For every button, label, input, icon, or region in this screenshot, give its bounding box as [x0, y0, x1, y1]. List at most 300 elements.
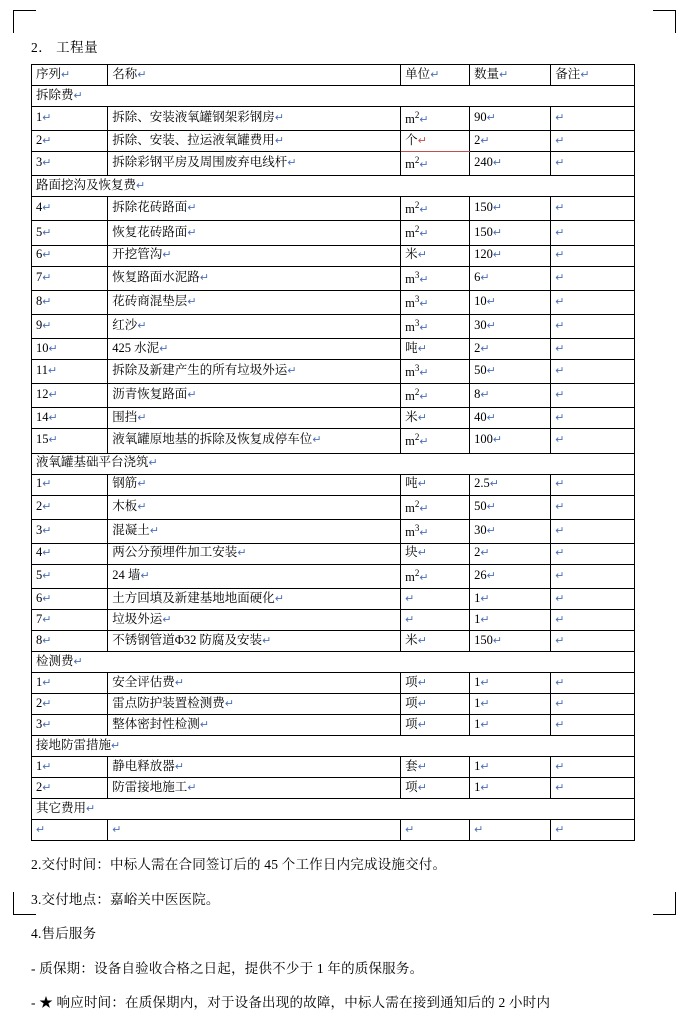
cell-note	[551, 631, 635, 652]
cell-name: 钢筋↵	[108, 474, 401, 495]
table-group-row	[32, 86, 635, 107]
table-row	[32, 589, 635, 610]
paragraph-mark: ↵	[480, 613, 490, 626]
paragraph-mark: ↵	[274, 592, 285, 605]
paragraph-mark: ↵	[492, 226, 503, 239]
paragraph-mark: ↵	[42, 634, 52, 647]
cell-index: 8↵	[32, 290, 108, 314]
cell-unit: $m^3↵$	[401, 314, 470, 338]
table-group-row	[32, 652, 635, 673]
cell-unit: $m^2↵$	[401, 495, 470, 519]
cell-quantity: 1↵	[470, 694, 551, 715]
paragraph-mark: ↵	[199, 271, 210, 284]
paragraph-mark: ↵	[474, 823, 484, 836]
paragraph-mark: ↵	[419, 367, 429, 380]
paragraph-mark: ↵	[555, 634, 565, 647]
cell-name: 土方回填及新建基地地面硬化↵	[108, 589, 401, 610]
paragraph-mark: ↵	[42, 320, 52, 333]
cell-quantity: 90↵	[470, 107, 551, 131]
cell-name	[108, 820, 401, 841]
cell-name: 红沙↵	[108, 314, 401, 338]
paragraph-mark: ↵	[419, 436, 429, 449]
paragraph-mark: ↵	[486, 411, 496, 424]
paragraph-mark: ↵	[486, 524, 496, 537]
cell-quantity: 150↵	[470, 197, 551, 221]
cell-unit: $m^3↵$	[401, 360, 470, 384]
table-header-row	[32, 65, 635, 86]
group-label: 拆除费↵	[32, 86, 635, 107]
cell-quantity: 1↵	[470, 757, 551, 778]
paragraph-mark: ↵	[111, 739, 121, 752]
paragraph-mark: ↵	[149, 524, 160, 537]
paragraph-mark: ↵	[486, 569, 496, 582]
cell-note	[551, 474, 635, 495]
paragraph-mark: ↵	[480, 718, 490, 731]
paragraph-mark: ↵	[555, 697, 565, 710]
cell-name: 混凝土↵	[108, 519, 401, 543]
cell-name: 沥青恢复路面↵	[108, 384, 401, 408]
cell-quantity: 1↵	[470, 778, 551, 799]
cell-index: 10↵	[32, 339, 108, 360]
paragraph-mark: ↵	[486, 320, 496, 333]
paragraph-mark: ↵	[417, 411, 427, 424]
paragraph-mark: ↵	[555, 249, 565, 262]
cell-name: 开挖管沟↵	[108, 245, 401, 266]
cell-name: 安全评估费↵	[108, 673, 401, 694]
cell-note	[551, 778, 635, 799]
paragraph-mark: ↵	[555, 569, 565, 582]
table-row	[32, 694, 635, 715]
cell-quantity: 2↵	[470, 339, 551, 360]
cell-name: 拆除、安装、拉运液氧罐费用↵	[108, 131, 401, 152]
paragraph-mark: ↵	[199, 718, 210, 731]
cell-name: 静电释放器↵	[108, 757, 401, 778]
cell-unit: 吨↵	[401, 474, 470, 495]
cell-index: 5↵	[32, 221, 108, 245]
cell-quantity: 2↵	[470, 131, 551, 152]
paragraph-mark: ↵	[42, 271, 52, 284]
paragraph-mark: ↵	[42, 676, 52, 689]
cell-note	[551, 673, 635, 694]
table-row	[32, 778, 635, 799]
cell-note	[551, 543, 635, 564]
cell-quantity: 26↵	[470, 564, 551, 588]
cell-quantity: 150↵	[470, 221, 551, 245]
cell-unit: $m^2↵$	[401, 429, 470, 453]
cell-name: 整体密封性检测↵	[108, 715, 401, 736]
paragraph-mark: ↵	[237, 547, 247, 560]
table-row	[32, 495, 635, 519]
paragraph-delivery-time: 2.交付时间：中标人需在合同签订后的 45 个工作日内完成设施交付。	[31, 857, 447, 873]
cell-index: 6↵	[32, 589, 108, 610]
column-header-quantity: 数量↵	[470, 65, 551, 86]
cell-note	[551, 757, 635, 778]
cell-note	[551, 694, 635, 715]
paragraph-mark: ↵	[555, 547, 565, 560]
cell-unit: $m^2↵$	[401, 564, 470, 588]
table-group-row	[32, 176, 635, 197]
crop-mark-top-right	[653, 10, 676, 33]
paragraph-mark: ↵	[419, 322, 429, 335]
paragraph-mark: ↵	[148, 457, 158, 470]
paragraph-mark: ↵	[42, 718, 52, 731]
cell-quantity: 30↵	[470, 519, 551, 543]
cell-index: 2↵	[32, 694, 108, 715]
paragraph-mark: ↵	[417, 249, 427, 262]
cell-name: 拆除彩钢平房及周围废弃电线杆↵	[108, 152, 401, 176]
cell-name: 恢复路面水泥路↵	[108, 266, 401, 290]
table-row	[32, 266, 635, 290]
paragraph-mark: ↵	[486, 365, 496, 378]
paragraph-mark: ↵	[42, 134, 52, 147]
cell-unit: 吨↵	[401, 339, 470, 360]
cell-unit: 套↵	[401, 757, 470, 778]
paragraph-mark: ↵	[555, 676, 565, 689]
cell-quantity: 40↵	[470, 408, 551, 429]
cell-note	[551, 245, 635, 266]
cell-quantity: 50↵	[470, 495, 551, 519]
column-header-unit: 单位↵	[401, 65, 470, 86]
paragraph-mark: ↵	[419, 391, 429, 404]
cell-note	[551, 107, 635, 131]
paragraph-mark: ↵	[480, 134, 490, 147]
table-row	[32, 314, 635, 338]
cell-index: 7↵	[32, 266, 108, 290]
cell-note	[551, 715, 635, 736]
paragraph-mark: ↵	[555, 157, 565, 170]
paragraph-mark: ↵	[42, 157, 52, 170]
paragraph-mark: ↵	[174, 760, 185, 773]
paragraph-after-sales: 4.售后服务	[31, 926, 97, 942]
paragraph-mark: ↵	[140, 569, 150, 582]
paragraph-mark: ↵	[48, 411, 58, 424]
cell-quantity: 1↵	[470, 715, 551, 736]
paragraph-mark: ↵	[555, 613, 565, 626]
table-row	[32, 384, 635, 408]
paragraph-mark: ↵	[555, 823, 565, 836]
cell-unit: 项↵	[401, 694, 470, 715]
cell-unit	[401, 589, 470, 610]
cell-name: 恢复花砖路面↵	[108, 221, 401, 245]
paragraph-mark: ↵	[187, 295, 197, 308]
cell-note	[551, 408, 635, 429]
paragraph-mark: ↵	[555, 295, 565, 308]
cell-index: 8↵	[32, 631, 108, 652]
paragraph-mark: ↵	[492, 249, 503, 262]
paragraph-mark: ↵	[48, 434, 58, 447]
cell-name: 液氧罐原地基的拆除及恢复成停车位↵	[108, 429, 401, 453]
table-row	[32, 360, 635, 384]
cell-note	[551, 360, 635, 384]
group-label: 其它费用↵	[32, 799, 635, 820]
paragraph-mark: ↵	[480, 547, 490, 560]
cell-quantity	[470, 820, 551, 841]
paragraph-mark: ↵	[42, 524, 52, 537]
paragraph-mark: ↵	[555, 134, 565, 147]
table-row	[32, 197, 635, 221]
paragraph-mark: ↵	[555, 389, 565, 402]
cell-quantity: 1↵	[470, 589, 551, 610]
cell-index: 2↵	[32, 495, 108, 519]
table-group-row	[32, 736, 635, 757]
table-row	[32, 631, 635, 652]
cell-index: 4↵	[32, 543, 108, 564]
paragraph-mark: ↵	[162, 249, 172, 262]
paragraph-mark: ↵	[555, 202, 565, 215]
group-label: 接地防雷措施↵	[32, 736, 635, 757]
paragraph-mark: ↵	[555, 112, 565, 125]
cell-name: 防雷接地施工↵	[108, 778, 401, 799]
paragraph-mark: ↵	[492, 634, 503, 647]
cell-index	[32, 820, 108, 841]
cell-index: 6↵	[32, 245, 108, 266]
table-row	[32, 339, 635, 360]
paragraph-mark: ↵	[112, 823, 122, 836]
cell-index: 3↵	[32, 519, 108, 543]
paragraph-mark: ↵	[419, 572, 429, 585]
cell-unit: 米↵	[401, 408, 470, 429]
table-group-row	[32, 799, 635, 820]
cell-index: 14↵	[32, 408, 108, 429]
group-label: 液氧罐基础平台浇筑↵	[32, 453, 635, 474]
paragraph-mark: ↵	[48, 342, 58, 355]
table-row	[32, 757, 635, 778]
paragraph-mark: ↵	[312, 434, 322, 447]
cell-unit	[401, 610, 470, 631]
table-row	[32, 429, 635, 453]
paragraph-mark: ↵	[73, 655, 83, 668]
cell-note	[551, 266, 635, 290]
paragraph-mark: ↵	[486, 295, 496, 308]
paragraph-mark: ↵	[417, 718, 427, 731]
table-row	[32, 221, 635, 245]
paragraph-mark: ↵	[492, 157, 503, 170]
cell-unit: $m^3↵$	[401, 266, 470, 290]
cell-name: 花砖商混垫层↵	[108, 290, 401, 314]
paragraph-mark: ↵	[42, 760, 52, 773]
cell-index: 1↵	[32, 107, 108, 131]
table-row	[32, 290, 635, 314]
cell-note	[551, 197, 635, 221]
paragraph-mark: ↵	[187, 202, 197, 215]
cell-quantity: 1↵	[470, 673, 551, 694]
paragraph-mark: ↵	[480, 271, 490, 284]
table-row	[32, 245, 635, 266]
section-heading: 2． 工程量	[31, 40, 99, 55]
cell-quantity: 100↵	[470, 429, 551, 453]
document-content	[28, 36, 660, 1028]
cell-name: 拆除及新建产生的所有垃圾外运↵	[108, 360, 401, 384]
table-row	[32, 673, 635, 694]
cell-index: 12↵	[32, 384, 108, 408]
paragraph-mark: ↵	[555, 592, 565, 605]
cell-index: 11↵	[32, 360, 108, 384]
cell-index: 5↵	[32, 564, 108, 588]
paragraph-mark: ↵	[42, 547, 52, 560]
paragraph-mark: ↵	[187, 781, 197, 794]
cell-unit: $m^3↵$	[401, 519, 470, 543]
cell-index: 1↵	[32, 474, 108, 495]
paragraph-mark: ↵	[405, 613, 415, 626]
paragraph-warranty: - 质保期：设备自验收合格之日起，提供不少于 1 年的质保服务。	[31, 960, 424, 976]
table-row	[32, 152, 635, 176]
paragraph-mark: ↵	[555, 434, 565, 447]
table-row	[32, 131, 635, 152]
table-row	[32, 715, 635, 736]
paragraph-mark: ↵	[419, 159, 429, 172]
cell-name: 不锈钢管道Φ32 防腐及安装↵	[108, 631, 401, 652]
paragraph-mark: ↵	[42, 112, 52, 125]
paragraph-mark: ↵	[492, 202, 503, 215]
table-row	[32, 610, 635, 631]
paragraph-mark: ↵	[555, 760, 565, 773]
cell-index: 3↵	[32, 152, 108, 176]
cell-unit: 块↵	[401, 543, 470, 564]
paragraph-mark: ↵	[480, 781, 490, 794]
paragraph-mark: ↵	[419, 502, 429, 515]
paragraph-mark: ↵	[42, 613, 52, 626]
paragraph-mark: ↵	[555, 342, 565, 355]
cell-unit: 个↵	[401, 131, 470, 152]
cell-unit: $m^2↵$	[401, 152, 470, 176]
table-row	[32, 564, 635, 588]
cell-quantity: 10↵	[470, 290, 551, 314]
paragraph-mark: ↵	[555, 365, 565, 378]
cell-note	[551, 610, 635, 631]
cell-name: 垃圾外运↵	[108, 610, 401, 631]
cell-quantity: 2.5↵	[470, 474, 551, 495]
paragraph-mark: ↵	[555, 271, 565, 284]
paragraph-mark: ↵	[555, 718, 565, 731]
cell-index: 2↵	[32, 778, 108, 799]
cell-unit	[401, 820, 470, 841]
paragraph-mark: ↵	[417, 760, 427, 773]
cell-unit: 项↵	[401, 778, 470, 799]
paragraph-mark: ↵	[489, 478, 499, 491]
paragraph-mark: ↵	[42, 478, 52, 491]
cell-index: 15↵	[32, 429, 108, 453]
paragraph-mark: ↵	[555, 781, 565, 794]
cell-note	[551, 152, 635, 176]
quantity-table	[31, 64, 635, 841]
cell-name: 拆除花砖路面↵	[108, 197, 401, 221]
paragraph-mark: ↵	[42, 249, 52, 262]
paragraph-mark: ↵	[137, 500, 147, 513]
column-header-name: 名称↵	[108, 65, 401, 86]
table-body	[32, 86, 635, 841]
cell-unit: $m^2↵$	[401, 197, 470, 221]
cell-index: 2↵	[32, 131, 108, 152]
paragraph-mark: ↵	[137, 478, 147, 491]
paragraph-mark: ↵	[486, 500, 496, 513]
paragraph-mark: ↵	[174, 676, 185, 689]
crop-mark-top-left	[13, 10, 36, 33]
paragraph-mark: ↵	[36, 823, 46, 836]
cell-name: 拆除、安装液氧罐钢架彩钢房↵	[108, 107, 401, 131]
paragraph-mark: ↵	[417, 676, 427, 689]
paragraph-mark: ↵	[42, 500, 52, 513]
paragraph-mark: ↵	[419, 297, 429, 310]
paragraph-mark: ↵	[262, 634, 272, 647]
paragraph-mark: ↵	[42, 226, 52, 239]
cell-index: 3↵	[32, 715, 108, 736]
paragraph-mark: ↵	[405, 592, 415, 605]
cell-unit: $m^2↵$	[401, 221, 470, 245]
paragraph-mark: ↵	[159, 342, 169, 355]
paragraph-mark: ↵	[419, 526, 429, 539]
paragraph-mark: ↵	[136, 179, 146, 192]
table-group-row	[32, 453, 635, 474]
paragraph-mark: ↵	[555, 478, 565, 491]
cell-unit: 项↵	[401, 715, 470, 736]
cell-quantity: 120↵	[470, 245, 551, 266]
cell-name: 两公分预埋件加工安装↵	[108, 543, 401, 564]
cell-name: 围挡↵	[108, 408, 401, 429]
paragraph-mark: ↵	[417, 634, 427, 647]
cell-note	[551, 339, 635, 360]
cell-unit: 米↵	[401, 631, 470, 652]
column-header-index: 序列↵	[32, 65, 108, 86]
cell-note	[551, 290, 635, 314]
paragraph-mark: ↵	[417, 697, 427, 710]
cell-quantity: 8↵	[470, 384, 551, 408]
terms-paragraphs	[28, 855, 660, 1013]
cell-index: 1↵	[32, 673, 108, 694]
paragraph-mark: ↵	[417, 134, 427, 147]
paragraph-mark: ↵	[42, 202, 52, 215]
paragraph-mark: ↵	[274, 112, 285, 125]
paragraph-mark: ↵	[187, 389, 197, 402]
paragraph-mark: ↵	[419, 273, 429, 286]
paragraph-mark: ↵	[224, 697, 235, 710]
paragraph-mark: ↵	[555, 226, 565, 239]
paragraph-mark: ↵	[187, 226, 197, 239]
paragraph-mark: ↵	[555, 500, 565, 513]
paragraph-mark: ↵	[405, 823, 415, 836]
cell-quantity: 50↵	[470, 360, 551, 384]
paragraph-mark: ↵	[137, 411, 147, 424]
cell-note	[551, 564, 635, 588]
paragraph-mark: ↵	[419, 204, 429, 217]
cell-unit: $m^3↵$	[401, 290, 470, 314]
paragraph-mark: ↵	[417, 547, 427, 560]
paragraph-mark: ↵	[42, 569, 52, 582]
cell-unit: $m^2↵$	[401, 107, 470, 131]
cell-note	[551, 519, 635, 543]
paragraph-mark: ↵	[86, 802, 96, 815]
paragraph-mark: ↵	[486, 112, 496, 125]
cell-note	[551, 221, 635, 245]
paragraph-mark: ↵	[419, 228, 429, 241]
paragraph-mark: ↵	[555, 411, 565, 424]
cell-name: 木板↵	[108, 495, 401, 519]
paragraph-mark: ↵	[555, 524, 565, 537]
cell-quantity: 2↵	[470, 543, 551, 564]
paragraph-mark: ↵	[137, 320, 147, 333]
paragraph-mark: ↵	[287, 157, 297, 170]
paragraph-mark: ↵	[73, 89, 83, 102]
paragraph-mark: ↵	[480, 697, 490, 710]
paragraph-delivery-place: 3.交付地点：嘉峪关中医医院。	[31, 891, 220, 907]
cell-unit: $m^2↵$	[401, 384, 470, 408]
group-label: 检测费↵	[32, 652, 635, 673]
paragraph-mark: ↵	[42, 295, 52, 308]
paragraph-mark: ↵	[480, 676, 490, 689]
paragraph-mark: ↵	[287, 365, 297, 378]
cell-quantity: 1↵	[470, 610, 551, 631]
cell-quantity: 150↵	[470, 631, 551, 652]
group-label: 路面挖沟及恢复费↵	[32, 176, 635, 197]
